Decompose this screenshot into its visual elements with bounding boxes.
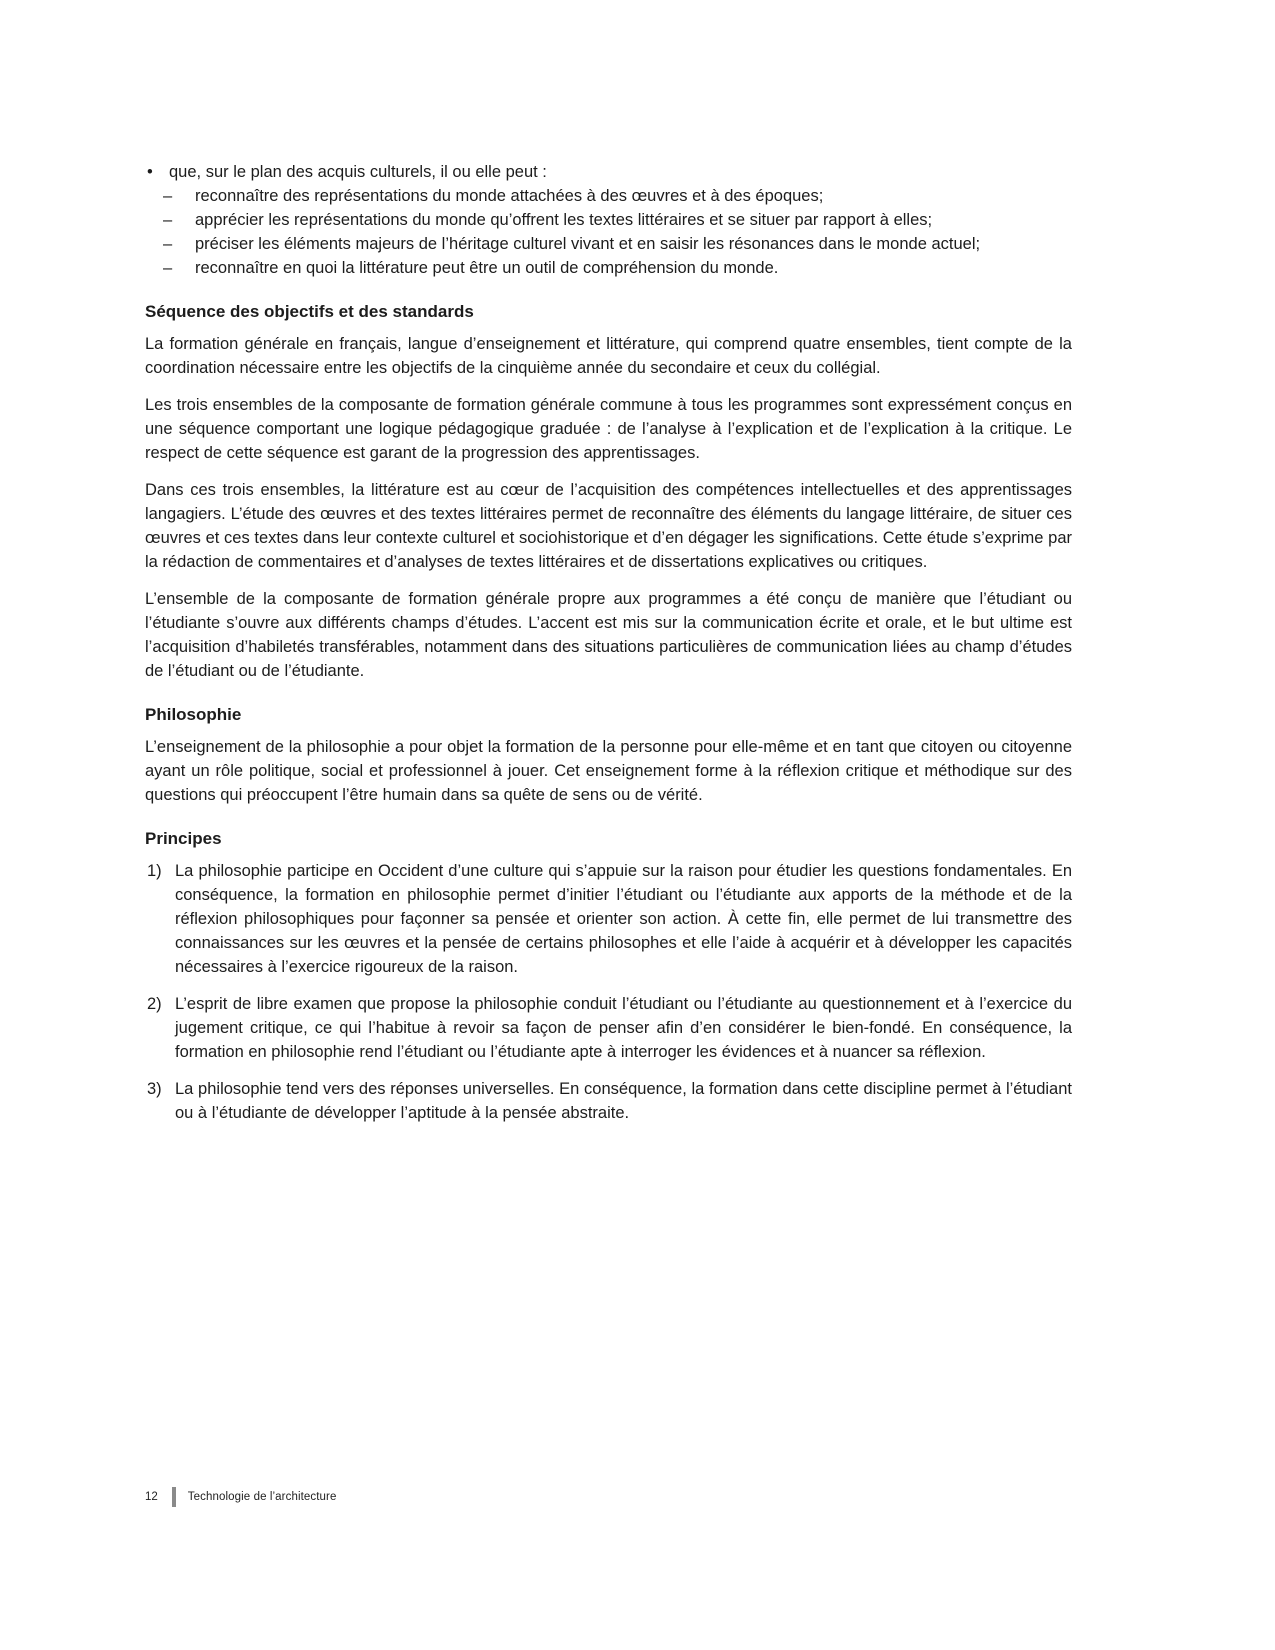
list-item — [145, 256, 1072, 280]
paragraph: L’enseignement de la philosophie a pour objet la formation de la personne pour elle-même et en tant que citoyen ou citoyenne ayant un rôle politique, social et professionnel à jouer. Cet enseignement forme à la réflexion critique et méthodique sur des questions qui préoccupent l’être humain dans sa quête de sens ou de vérité. — [145, 738, 1072, 804]
dash-icon: – — [163, 211, 173, 229]
principle-item — [145, 859, 1072, 979]
list-item — [145, 184, 1072, 208]
list-item-text: reconnaître en quoi la littérature peut être un outil de compréhension du monde. — [195, 259, 779, 277]
dash-icon: – — [163, 259, 173, 277]
section-heading-principes: Principes — [145, 829, 222, 848]
footer-divider — [172, 1487, 176, 1507]
principle-item — [145, 1077, 1072, 1125]
list-item — [145, 208, 1072, 232]
principle-number: 1) — [147, 862, 162, 880]
principle-text: La philosophie participe en Occident d’une culture qui s’appuie sur la raison pour étudier les questions fondamentales. En conséquence, la formation en philosophie permet d’initier l’étudiant ou l’étudiante aux apports de la méthode et de la réflexion philosophiques pour façonner sa pensée et orienter son action. À cette fin, elle permet de lui transmettre des connaissances sur les œuvres et la pensée de certains philosophes et elle l’aide à acquérir et à développer les capacités nécessaires à l’exercice rigoureux de la raison. — [175, 862, 1072, 976]
page-footer — [145, 1487, 336, 1507]
list-item-text: préciser les éléments majeurs de l’héritage culturel vivant et en saisir les résonances dans le monde actuel; — [195, 235, 981, 253]
principle-number: 3) — [147, 1080, 162, 1098]
paragraph: La formation générale en français, langue d’enseignement et littérature, qui comprend quatre ensembles, tient compte de la coordination nécessaire entre les objectifs de la cinquième année du secondaire et ceux du collégial. — [145, 335, 1072, 377]
section-heading-sequence: Séquence des objectifs et des standards — [145, 302, 474, 321]
principle-item — [145, 992, 1072, 1064]
list-item — [145, 232, 1072, 256]
principle-text: L’esprit de libre examen que propose la philosophie conduit l’étudiant ou l’étudiante au questionnement et à l’exercice du jugement critique, ce qui l’habitue à revoir sa façon de penser afin d’en considérer le bien-fondé. En conséquence, la formation en philosophie rend l’étudiant ou l’étudiante apte à interroger les évidences et à nuancer sa réflexion. — [175, 995, 1072, 1061]
section-heading-philosophie: Philosophie — [145, 705, 242, 724]
culture-objectives-list — [145, 160, 1072, 280]
bullet-icon: • — [147, 163, 153, 181]
paragraph: L’ensemble de la composante de formation générale propre aux programmes a été conçu de manière que l’étudiant ou l’étudiante s’ouvre aux différents champs d’études. L’accent est mis sur la communication écrite et orale, et le but ultime est l’acquisition d’habiletés transférables, notamment dans des situations particulières de communication liées au champ d’études de l’étudiant ou de l’étudiante. — [145, 590, 1072, 680]
dash-icon: – — [163, 235, 173, 253]
principle-text: La philosophie tend vers des réponses universelles. En conséquence, la formation dans cette discipline permet à l’étudiant ou à l’étudiante de développer l’aptitude à la pensée abstraite. — [175, 1080, 1072, 1122]
list-item-text: reconnaître des représentations du monde attachées à des œuvres et à des époques; — [195, 187, 824, 205]
dash-icon: – — [163, 187, 173, 205]
page-number: 12 — [145, 1491, 158, 1503]
bullet-intro — [145, 160, 1072, 184]
page-content — [145, 160, 1072, 1138]
principle-number: 2) — [147, 995, 162, 1013]
paragraph: Dans ces trois ensembles, la littérature est au cœur de l’acquisition des compétences intellectuelles et des apprentissages langagiers. L’étude des œuvres et des textes littéraires permet de reconnaître des éléments du langage littéraire, de situer ces œuvres et ces textes dans leur contexte culturel et sociohistorique et d’en dégager les significations. Cette étude s’exprime par la rédaction de commentaires et d’analyses de textes littéraires et de dissertations explicatives ou critiques. — [145, 481, 1072, 571]
bullet-intro-text: que, sur le plan des acquis culturels, il ou elle peut : — [169, 163, 547, 181]
list-item-text: apprécier les représentations du monde qu’offrent les textes littéraires et se situer par rapport à elles; — [195, 211, 933, 229]
footer-document-title: Technologie de l’architecture — [187, 1491, 337, 1503]
paragraph: Les trois ensembles de la composante de formation générale commune à tous les programmes sont expressément conçus en une séquence comportant une logique pédagogique graduée : de l’analyse à l’explication et de l’explication à la critique. Le respect de cette séquence est garant de la progression des apprentissages. — [145, 396, 1072, 462]
